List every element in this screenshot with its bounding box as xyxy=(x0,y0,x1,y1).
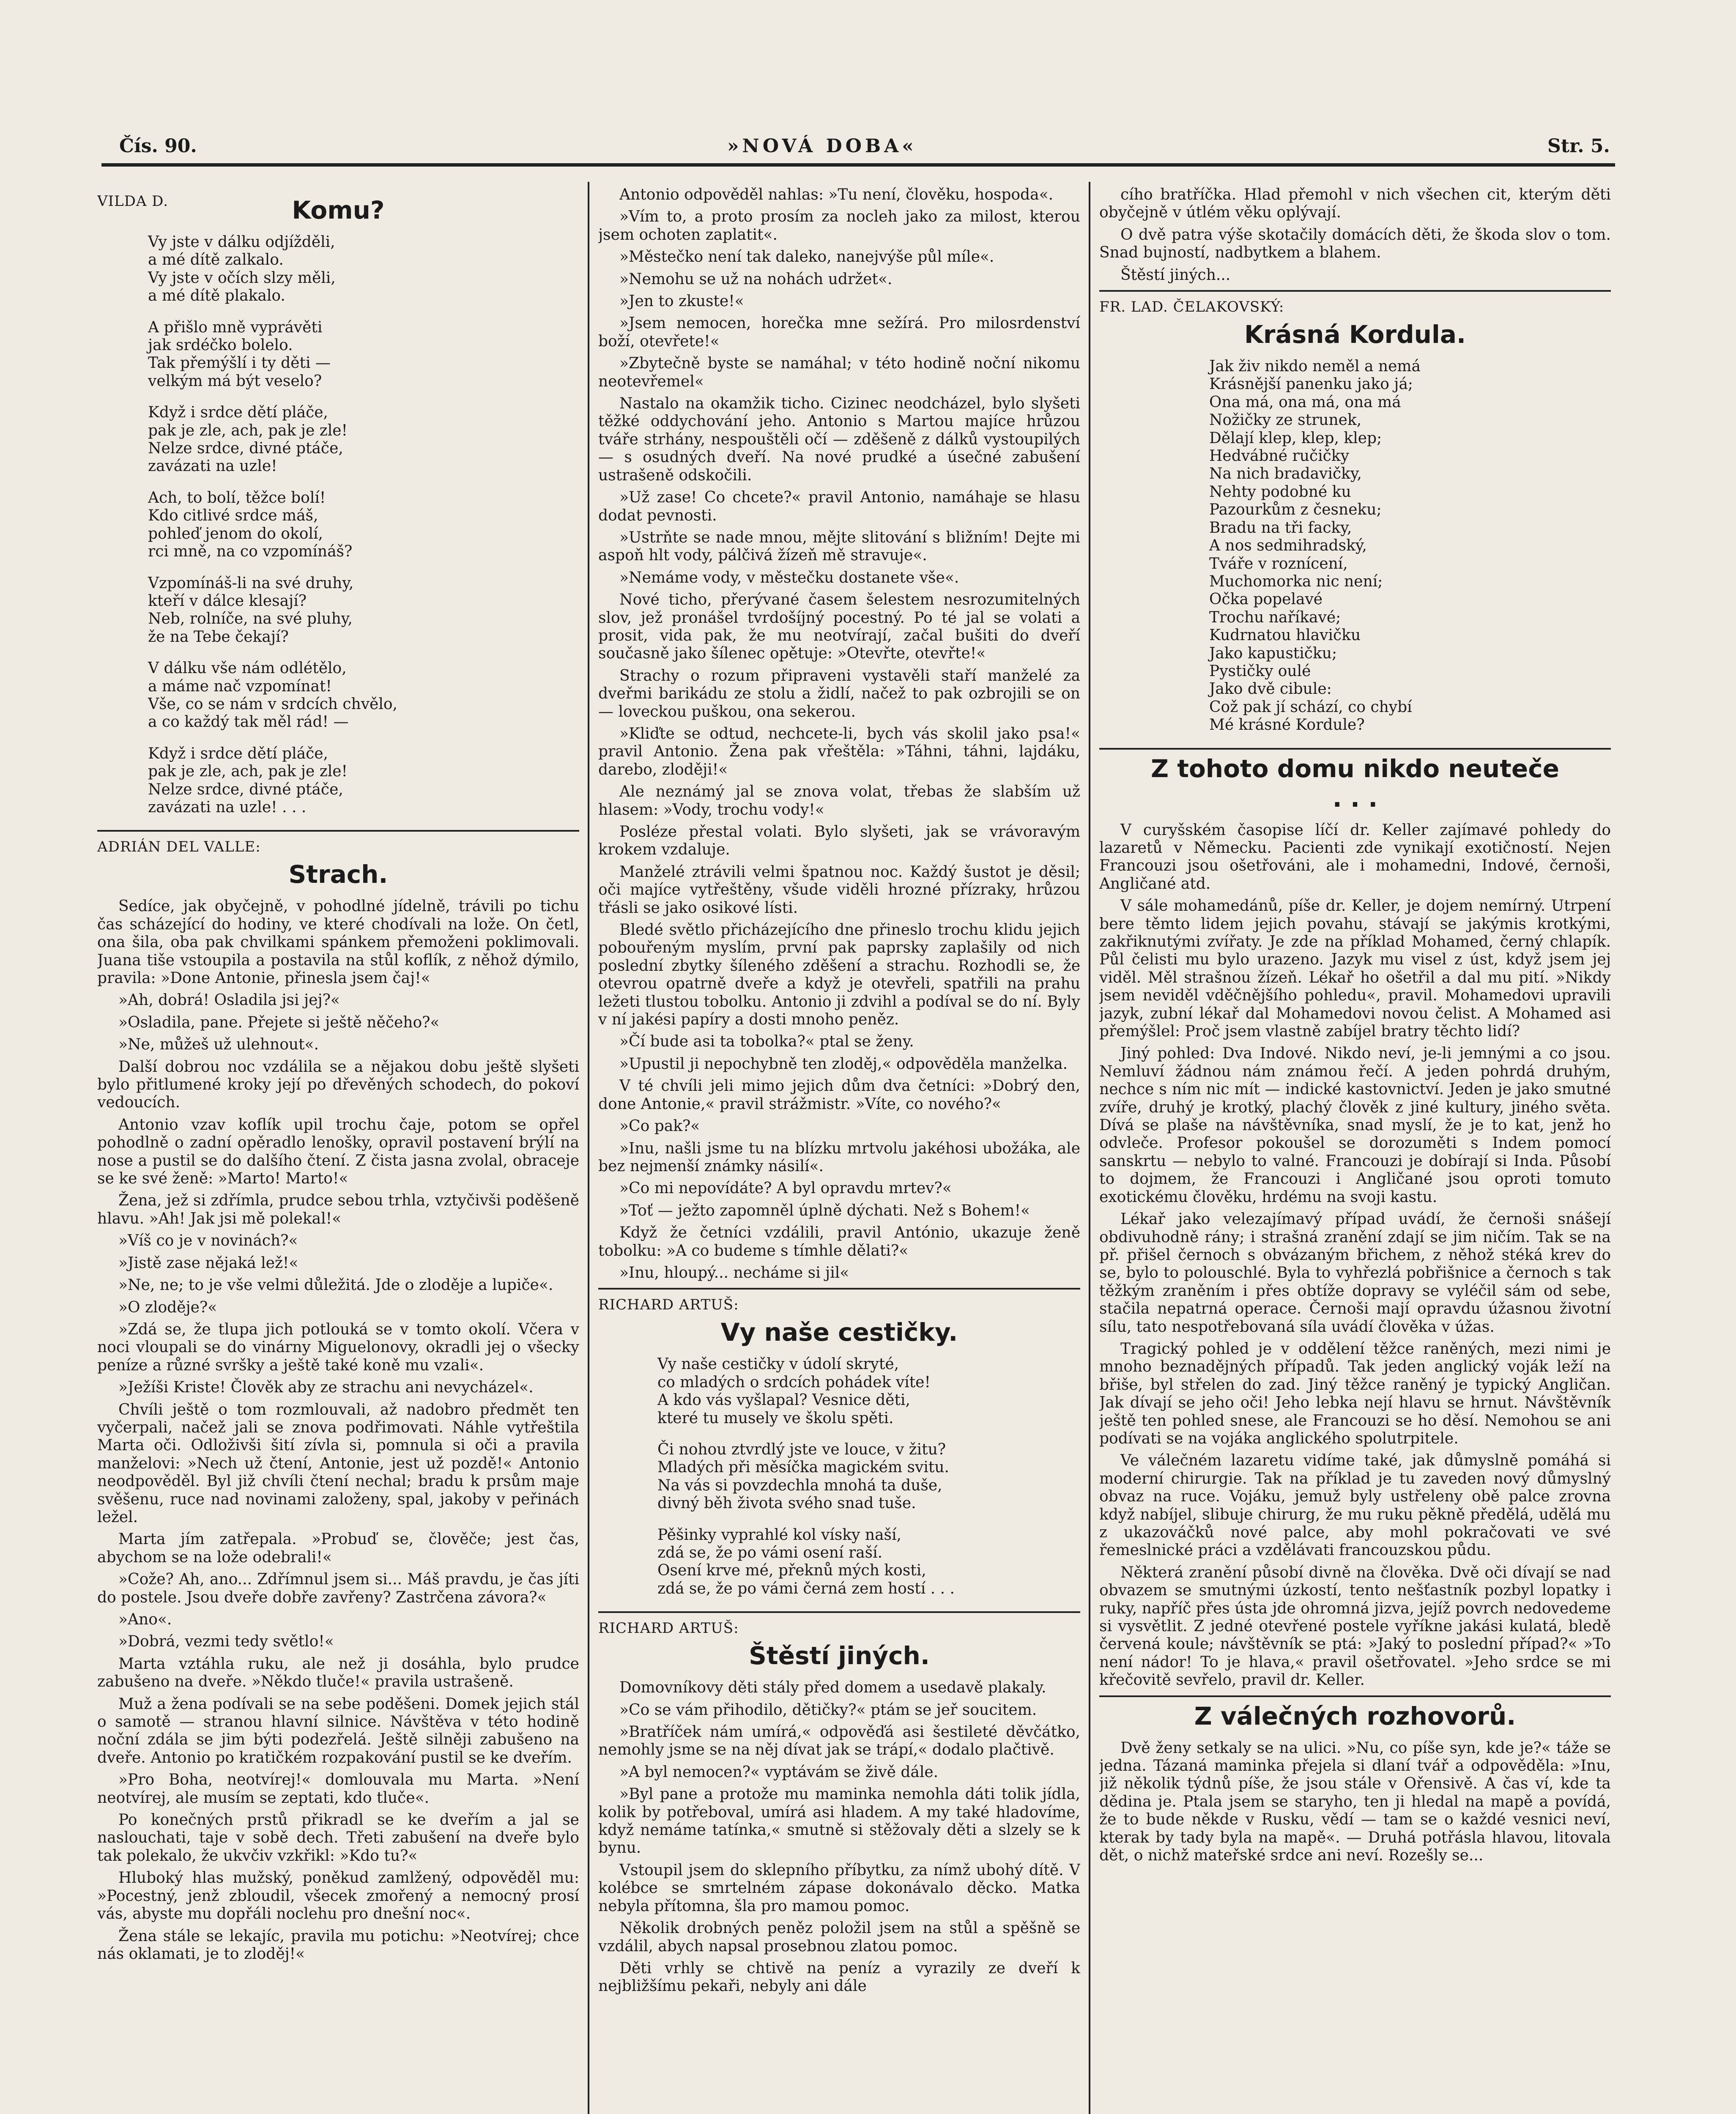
column-2 xyxy=(598,186,1080,2114)
poem-body xyxy=(97,233,579,816)
poem-line: pak je zle, ach, pak je zle! xyxy=(148,422,348,439)
paragraph: Nastalo na okamžik ticho. Cizinec neodcházel, bylo slyšeti těžké oddychování jeho. Antonio s Martou majíce hrůzou tváře strhány, nespouštěli očí — zděšeně z dálků vystoupilých — s osudných dveří. Na nové prudké a úsečné zabušení ustrašeně odskočili. xyxy=(598,395,1080,484)
poem-line: Vy jste v dálku odjížděli, xyxy=(148,233,335,251)
poem-line: Vše, co se nám v srdcích chvělo, xyxy=(148,695,397,713)
divider xyxy=(598,1288,1080,1290)
poem-line: divný běh života svého snad tuše. xyxy=(657,1495,916,1512)
poem-line: Muchomorka nic není; xyxy=(1209,572,1383,590)
poem-line: Což pak jí schází, co chybí xyxy=(1209,698,1412,716)
column-1 xyxy=(97,186,579,2114)
poem-title: Komu? xyxy=(292,196,385,225)
poem-line: Jako dvě cibule: xyxy=(1209,680,1332,698)
issue-number: Čís. 90. xyxy=(119,135,197,157)
poem-stanza xyxy=(148,575,579,646)
paragraph: Manželé ztrávili velmi špatnou noc. Každý šustot je děsil; oči majíce vytřeštěny, všude viděli hrozné přízraky, hrůzou třásli se jako osikové lísti. xyxy=(598,863,1080,917)
column-divider-2 xyxy=(1089,182,1090,2114)
poem-line: které tu musely ve školu spěti. xyxy=(657,1409,894,1427)
paragraph: V curyšském časopise líčí dr. Keller zajímavé pohledy do lazaretů v Německu. Pacienti zde vynikají exotičností. Nejen Francouzi jsou ošetřováni, ale i mohamedni, Indové, černoši, Angličané atd. xyxy=(1099,821,1611,893)
poem-stanza xyxy=(1209,358,1611,734)
poem-line: zdá se, že po vámi černá zem hostí . . . xyxy=(657,1580,955,1597)
poem-stanza xyxy=(148,489,579,561)
poem-line: kteří v dálce klesají? xyxy=(148,592,307,610)
poem-line: že na Tebe čekají? xyxy=(148,628,289,646)
story-author: RICHARD ARTUŠ: xyxy=(598,1620,739,1637)
paragraph: Antonio odpověděl nahlas: »Tu není, člověku, hospoda«. xyxy=(619,186,1054,203)
story-title: Strach. xyxy=(288,860,388,889)
paragraph: Ve válečném lazaretu vidíme také, jak důmyslně pomáhá si moderní chirurgie. Tak na příklad je tu zaveden nový důmyslný obvaz na ruce. Vojáku, jemuž byly ustřeleny obě palce zrovna když nabíjel, slibuje chirurg, že mu ruku pěkně předělá, udělá mu z ukazováčků nové palce, aby mohl pokračovati ve své řemeslnické práci a vzdělávati francouzskou půdu. xyxy=(1099,1452,1611,1559)
paragraph: »Byl pane a protože mu maminka nemohla dáti tolik jídla, kolik by potřeboval, umírá asi hladem. A my také hladovíme, když nemáme tatínka,« smutně si stěžovaly děti a slzely se k bynu. xyxy=(598,1785,1080,1857)
divider xyxy=(598,1611,1080,1613)
paragraph: Když že četníci vzdálili, pravil António, ukazuje ženě tobolku: »A co budeme s tímhle dělati?« xyxy=(598,1224,1080,1260)
poem-line: a mé dítě plakalo. xyxy=(148,287,285,305)
header-rule xyxy=(101,163,1615,167)
poem-line: Jak živ nikdo neměl a nemá xyxy=(1209,358,1421,375)
paragraph: Strachy o rozum připraveni vystavěli staří manželé za dveřmi barikádu ze stolu a židlí, načež to pak ozbrojili se on — loveckou puškou, ona sekerou. xyxy=(598,667,1080,720)
paragraph: Marta vztáhla ruku, ale než ji dosáhla, bylo prudce zabušeno na dveře. »Někdo tluče!« pravila ustrašeně. xyxy=(97,1655,579,1691)
poem-line: zavázati na uzle! xyxy=(148,457,277,475)
poem-stanza xyxy=(148,233,579,305)
paragraph: Antonio vzav koflík upil trochu čaje, potom se opřel pohodlně o zadní opěradlo lenošky, opravil postavení brýlí na nose a pustil se do dalšího čtení. Z čista jasna zvolal, obraceje se ke své ženě: »Marto! Marto!« xyxy=(97,1116,579,1188)
poem-line: Pystičky oulé xyxy=(1209,662,1311,680)
poem-line: Mladých při měsíčka magickém svitu. xyxy=(657,1459,949,1476)
divider xyxy=(1099,1695,1611,1697)
paragraph: Žena, jež si zdřímla, prudce sebou trhla, vztyčivši poděšeně hlavu. »Ah! Jak jsi mě polekal!« xyxy=(97,1192,579,1227)
story-continuation xyxy=(1099,186,1611,284)
story-body xyxy=(598,1679,1080,1996)
poem-line: Neb, rolníče, na své pluhy, xyxy=(148,610,353,628)
poem-line: Bradu na tři facky, xyxy=(1209,519,1352,537)
paragraph: »Nemohu se už na nohách udržet«. xyxy=(619,270,893,288)
paragraph: Jiný pohled: Dva Indové. Nikdo neví, je-li jemnými a co jsou. Nemluví žádnou nám známou řečí. A jeden pohrdá druhým, nechce s ním nic mít — indické kastovnictví. Jeden je jako smutné zvíře, druhý je krotký, plachý člověk z jiné kultury, jiného světa. Dívá se plaše na návštěvníka, snad myslí, že je to kat, jenž ho odvleče. Profesor pokoušel se dorozuměti s Indem pomocí sanskrtu — nebylo to valné. Francouzi je dobírají si Inda. Působí to dojmem, že Francouzi i Angličané jsou oproti tomuto exotickému člověku, hrdému na svoji kastu. xyxy=(1099,1045,1611,1206)
poem-line: Trochu naříkavé; xyxy=(1209,608,1341,626)
poem-body xyxy=(1099,358,1611,734)
poem-line: Kdo citlivé srdce máš, xyxy=(148,507,318,525)
poem-line: Krásnější panenku jako já; xyxy=(1209,375,1413,393)
paragraph: »Pro Boha, neotvírej!« domlouvala mu Marta. »Není neotvírej, ale musím se zeptati, kdo tluče«. xyxy=(97,1771,579,1807)
paragraph: Vstoupil jsem do sklepního příbytku, za nímž ubohý dítě. V kolébce se smrtelném zápase dokonávalo děcko. Matka nebyla přítomna, šla pro mamou pomoc. xyxy=(598,1861,1080,1915)
poem-line: A kdo vás vyšlapal? Vesnice děti, xyxy=(657,1391,910,1409)
paragraph: Posléze přestal volati. Bylo slyšeti, jak se vrávoravým krokem vzdaluje. xyxy=(598,823,1080,859)
paragraph: Sedíce, jak obyčejně, v pohodlné jídelně, trávili po tichu čas scházející do hodiny, ve které chodívali na lože. On četl, ona šila, oba pak chvilkami spánkem přemoženi poklimovali. Juana tiše vstoupila a postavila na stůl koflík, z něhož dýmilo, pravila: »Done Antonie, přinesla jsem čaj!« xyxy=(97,898,579,987)
poem-line: Jako kapustičku; xyxy=(1209,644,1337,662)
article-title: Z válečných rozhovorů. xyxy=(1194,1701,1516,1731)
paragraph: Některá zranění působí divně na člověka. Dvě oči dívají se nad obvazem se smutnými úzkostí, tento nešťastník pozbyl lopatky i ruky, napříč přes ústa jde ohromná jizva, jejíž povrch nedovedeme si vysvětlit. Z jedné otevřené postele vyříkne jakási kulatá, bledě červená koule; návštěvník se ptá: »Jaký to poslední případ?« »To není nádor! To je hlava,« pravil ošetřovatel. »Jeho srdce se mi křečovitě sevřelo, pravil dr. Keller. xyxy=(1099,1564,1611,1689)
poem-line: Hedvábné ručičky xyxy=(1209,447,1349,465)
poem-line: a máme nač vzpomínat! xyxy=(148,677,332,695)
paragraph: cího bratříčka. Hlad přemohl v nich všechen cit, kterým děti obyčejně v útlém věku oplývají. xyxy=(1099,186,1611,222)
paragraph: Marta jím zatřepala. »Probuď se, člověče; jest čas, abychom se na lože odebrali!« xyxy=(97,1531,579,1566)
poem-line: V dálku vše nám odlétělo, xyxy=(148,660,347,677)
poem-line: jak srdéčko bolelo. xyxy=(148,337,293,354)
poem-line: Mé krásné Kordule? xyxy=(1209,716,1365,734)
poem-line: Či nohou ztvrdlý jste ve louce, v žitu? xyxy=(657,1440,946,1458)
article-body xyxy=(1099,822,1611,1690)
paragraph: »Inu, hloupý... necháme si jil« xyxy=(619,1264,849,1282)
poem-line: Očka popelavé xyxy=(1209,591,1323,608)
paragraph: »Co pak?« xyxy=(619,1117,700,1135)
poem-stanza xyxy=(657,1355,1080,1427)
poem-line: Ona má, ona má, ona má xyxy=(1209,393,1401,411)
paragraph: Po konečných prstů přikradl se ke dveřím a jal se naslouchati, taje v sobě dech. Třeti zabušení na dveře bylo tak polekalo, že ukvčiv vzkřikl: »Kdo tu?« xyxy=(97,1811,579,1865)
poem-body xyxy=(598,1355,1080,1598)
paragraph: Štěstí jiných... xyxy=(1120,266,1231,284)
poem-line: Pazourkům z česneku; xyxy=(1209,501,1382,519)
paragraph: »Ustrňte se nade mnou, mějte slitování s bližním! Dejte mi aspoň hlt vody, pálčivá žízeň mě stravuje«. xyxy=(598,528,1080,564)
poem-line: co mladých o srdcích pohádek víte! xyxy=(657,1373,931,1391)
paragraph: Tragický pohled je v oddělení těžce raněných, mezi nimi je mnoho beznadějných případů. Tak jeden anglický voják leží na břiše, byl střelen do zad. Jiný těžce raněný je typický Angličan. Jak dívají se jeho oči! Jeho lebka nejí hlavu se hrnut. Návštěvník ještě ten pohled snese, ale Francouzi se ho děsí. Nemohou se ani podívati se na vojáka anglického spolutrpitele. xyxy=(1099,1340,1611,1447)
poem-line: Vy jste v očích slzy měli, xyxy=(148,269,336,287)
poem-stanza xyxy=(148,319,579,391)
paragraph: Žena stále se lekajíc, pravila mu potichu: »Neotvírej; chce nás oklamati, je to zloděj!« xyxy=(97,1927,579,1963)
poem-line: velkým má být veselo? xyxy=(148,372,322,390)
article-title: Z tohoto domu nikdo neuteče . . . xyxy=(1150,754,1559,813)
paragraph: O dvě patra výše skotačily domácích děti, že škoda slov o tom. Snad bujností, nadbytkem a blahem. xyxy=(1099,226,1611,262)
paragraph: »Upustil ji nepochybně ten zloděj,« odpověděla manželka. xyxy=(619,1055,1068,1073)
paragraph: »Víš co je v novinách?« xyxy=(118,1232,298,1250)
paragraph: »Ne, ne; to je vše velmi důležitá. Jde o zloděje a lupiče«. xyxy=(118,1276,553,1294)
paragraph: Ale neznámý jal se znova volat, třebas že slabším už hlasem: »Vody, trochu vody!« xyxy=(598,783,1080,819)
paragraph: Lékař jako velezajímavý případ uvádí, že černoši snášejí obdivuhodně rány; i strašná zranění zdají se jim ničím. Tak se na př. přišel černoch s obvázaným břichem, z něhož stéká krev do se, bylo to polouschlé. Byla to vyhřezlá pobřišnice a černoch s tak těžkým zraněním i přes obtíže dopravy se vyléčil sám od sebe, stačila nepatrná operace. Černoši mají opravdu úžasnou životní sílu, tato nespotřebovaná síla uvádí člověka v úžas. xyxy=(1099,1210,1611,1336)
poem-line: Kudrnatou hlavičku xyxy=(1209,627,1361,644)
poem-line: Když i srdce dětí pláče, xyxy=(148,404,328,422)
story-title: Štěstí jiných. xyxy=(749,1641,930,1670)
poem-line: Osení krve mé, překnů mých kosti, xyxy=(657,1562,926,1580)
poem-stanza xyxy=(657,1441,1080,1513)
divider xyxy=(97,830,579,832)
paragraph: V té chvíli jeli mimo jejich dům dva četníci: »Dobrý den, done Antonie,« pravil strážmistr. »Víte, co nového?« xyxy=(598,1077,1080,1113)
poem-stanza xyxy=(657,1526,1080,1598)
masthead-title: »NOVÁ DOBA« xyxy=(727,135,917,157)
poem-author: VILDA D. xyxy=(97,193,169,210)
paragraph: »A byl nemocen?« vyptávám se živě dále. xyxy=(619,1763,939,1781)
story-body xyxy=(97,898,579,1963)
story-continuation xyxy=(598,186,1080,1282)
paragraph: »Bratříček nám umírá,« odpověďá asi šestileté děvčátko, nemohly jsme se na něj dívat jak se trápí,« dodalo plačtivě. xyxy=(598,1723,1080,1759)
paragraph: »Zbytečně byste se namáhal; v této hodině noční nikomu neotevřemel« xyxy=(598,355,1080,390)
poem-line: Dělají klep, klep, klep; xyxy=(1209,429,1382,447)
paragraph: »Dobrá, vezmi tedy světlo!« xyxy=(118,1633,334,1651)
poem-line: Vzpomínáš-li na své druhy, xyxy=(148,574,354,592)
poem-line: a co každý tak měl rád! — xyxy=(148,713,349,731)
poem-line: rci mně, na co vzpomínáš? xyxy=(148,543,353,561)
poem-line: A nos sedmihradský, xyxy=(1209,537,1367,555)
poem-stanza xyxy=(148,660,579,731)
poem-line: Tváře v roznícení, xyxy=(1209,555,1348,572)
paragraph: »Vím to, a proto prosím za nocleh jako za milost, kterou jsem ochoten zaplatit«. xyxy=(598,208,1080,244)
column-divider-1 xyxy=(588,182,589,2114)
poem-stanza xyxy=(148,404,579,476)
poem-line: Když i srdce dětí pláče, xyxy=(148,745,328,762)
article-body: Dvě ženy setkaly se na ulici. »Nu, co píše syn, kde je?« táže se jedna. Tázaná maminka přejela si dlaní tvář a odpověděla: »Inu, již několik týdnů píše, že jsou stále v Ořensivě. A čas ví, kde ta dědina je. Ptala jsem se staryho, ten ji hledal na mapě a povídá, že to bude někde v Rusku, vědí — tam se o každé vesnici neví, kterak by tady byla na mapě«. — Druhá potřásla hlavou, litovala dět, o nichž mateřské srdce ani neví. Rozešly se... xyxy=(1099,1739,1611,1865)
paragraph: Hluboký hlas mužský, poněkud zamlžený, odpověděl mu: »Pocestný, jenž zbloudil, všecek zmořený a nemocný prosí vás, abyste mu dopřáli noclehu pro dnešní noc«. xyxy=(97,1869,579,1923)
paragraph: »Toť — ježto zapomněl úplně dýchati. Než s Bohem!« xyxy=(619,1202,1030,1219)
paragraph: V sále mohamedánů, píše dr. Keller, je dojem nemírný. Utrpení bere těmto lidem jejich povahu, stávají se jakýmis krotkými, zakřiknutými zvířaty. Je zde na příklad Mohamed, černý chlapík. Půl čelisti mu bylo urazeno. Jazyk mu visel z úst, když jsem jej viděl. Měl strašnou žízeň. Lékař ho ošetřil a dal mu pití. »Nikdy jsem neviděl vděčnějšího pohledu«, pravil. Mohamedovi upravili jazyk, zubní lékař dal Mohamedovi novou čelist. A Mohamed asi přemýšlel: Proč jsem vlastně zabíjel bratry těchto lidí? xyxy=(1099,897,1611,1041)
poem-line: pak je zle, ach, pak je zle! xyxy=(148,763,348,780)
divider xyxy=(1099,290,1611,292)
poem-line: Ach, to bolí, těžce bolí! xyxy=(148,489,326,507)
poem-line: Na nich bradavičky, xyxy=(1209,465,1362,483)
paragraph: »Ano«. xyxy=(118,1611,172,1628)
page-number: Str. 5. xyxy=(1547,135,1610,157)
paragraph: »Ah, dobrá! Osladila jsi jej?« xyxy=(118,991,340,1009)
paragraph: Další dobrou noc vzdálila se a nějakou dobu ještě slyšeti bylo přitlumené kroky její po dřevěných schodech, do pokoví vedoucích. xyxy=(97,1058,579,1112)
paragraph: »Jsem nemocen, horečka mne sežírá. Pro milosrdenství boží, otevřete!« xyxy=(598,315,1080,350)
poem-title: Krásná Kordula. xyxy=(1244,320,1466,349)
paragraph: »Osladila, pane. Přejete si ještě něčeho?« xyxy=(118,1013,440,1031)
paragraph: Několik drobných peněz položil jsem na stůl a spěšně se vzdálil, abych napsal prosebnou zlatou pomoc. xyxy=(598,1920,1080,1955)
poem-line: Nehty podobné ku xyxy=(1209,483,1351,501)
paragraph: »Jistě zase nějaká lež!« xyxy=(118,1254,298,1272)
paragraph: »Jen to zkuste!« xyxy=(619,293,744,310)
paragraph: »Už zase! Co chcete?« pravil Antonio, namáhaje se hlasu dodat pevnosti. xyxy=(598,489,1080,524)
poem-line: A přišlo mně vyprávěti xyxy=(148,318,323,336)
paragraph: »Městečko není tak daleko, nanejvýše půl míle«. xyxy=(619,248,994,266)
poem-line: Nožičky ze strunek, xyxy=(1209,411,1362,429)
poem-line: Vy naše cestičky v údolí skryté, xyxy=(657,1355,899,1373)
paragraph: Domovníkovy děti stály před domem a usedavě plakaly. xyxy=(619,1679,1046,1697)
story-author: ADRIÁN DEL VALLE: xyxy=(97,838,261,856)
poem-title: Vy naše cestičky. xyxy=(720,1318,958,1347)
poem-line: Pěšinky vyprahlé kol vísky naší, xyxy=(657,1526,901,1544)
paragraph: Děti vrhly se chtivě na peníz a vyrazily ze dveří k nejbližšímu pekaři, nebyly ani dále xyxy=(598,1959,1080,1995)
poem-line: a mé dítě zalkalo. xyxy=(148,251,284,269)
poem-author: FR. LAD. ČELAKOVSKÝ: xyxy=(1099,298,1284,316)
paragraph: »Ne, můžeš už ulehnout«. xyxy=(118,1036,319,1054)
poem-author: RICHARD ARTUŠ: xyxy=(598,1296,739,1314)
paragraph: »Inu, našli jsme tu na blízku mrtvolu jakéhosi ubožáka, ale bez nejmenší známky násilí«. xyxy=(598,1139,1080,1175)
paragraph: »O zloděje?« xyxy=(118,1298,217,1316)
paragraph: Chvíli ještě o tom rozmlouvali, až nadobro předmět ten vyčerpali, načež jali se znova podřimovati. Náhle vytřeštila Marta oči. Odloživši šití zívla si, pomnula si oči a pravila manželovi: »Nech už čtení, Antonie, jest už pozdě!« Antonio neodpověděl. Byl již chvíli čtení nechal; bradu k prsům maje svěšenu, ruce nad novinami založeny, spal, jakoby v peřinách ležel. xyxy=(97,1401,579,1526)
paragraph: Bledé světlo přicházejícího dne přineslo trochu klidu jejich pobouřeným myslím, první pak paprsky zaplašily od nich poslední zbytky šíleného zděšení a strachu. Rozhodli se, že otevrou opatrně dveře a když je otevřeli, spatřili na prahu ležeti tlustou tobolku. Antonio ji zdvihl a podíval se do ní. Byly v ní jakési papíry a dosti mnoho peněz. xyxy=(598,921,1080,1029)
paragraph: »Co se vám přihodilo, dětičky?« ptám se jeř soucitem. xyxy=(619,1701,1037,1719)
paragraph: »Čí bude asi ta tobolka?« ptal se ženy. xyxy=(619,1033,914,1051)
paragraph: »Cože? Ah, ano... Zdřímnul jsem si... Máš pravdu, je čas jíti do postele. Jsou dveře dobře zavřeny? Zastrčena závora?« xyxy=(97,1571,579,1606)
poem-line: zavázati na uzle! . . . xyxy=(148,798,307,816)
paragraph: »Ježíši Kriste! Člověk aby ze strachu ani nevycházel«. xyxy=(118,1379,534,1397)
paragraph: Nové ticho, přerývané časem šelestem nesrozumitelných slov, jež pronášel tvrdošíjný pocestný. Po té jal se volati a prosit, vida pak, že mu neotvírají, začal bušiti do dveří současně jako šílenec opětuje: »Otevřte, otevřte!« xyxy=(598,591,1080,663)
paragraph: »Kliďte se odtud, nechcete-li, bych vás skolil jako psa!« pravil Antonio. Žena pak vřeštěla: »Táhni, táhni, lajdáku, darebo, zloději!« xyxy=(598,725,1080,778)
poem-line: zdá se, že po vámi osení raší. xyxy=(657,1544,883,1561)
poem-line: pohleď jenom do okolí, xyxy=(148,525,323,542)
poem-line: Na vás si povzdechla mnohá ta duše, xyxy=(657,1476,942,1494)
column-3 xyxy=(1099,186,1611,2114)
poem-line: Nelze srdce, divné ptáče, xyxy=(148,440,343,457)
divider xyxy=(1099,748,1611,750)
paragraph: Muž a žena podívali se na sebe poděšeni. Domek jejich stál o samotě — stranou hlavní silnice. Návštěva v této hodině noční zdála se jim býti podezřelá. Ještě silněji zabušeno na dveře. Antonio po kratičkém rozpakování pustil se ke dveřím. xyxy=(97,1695,579,1766)
paragraph: »Nemáme vody, v městečku dostanete vše«. xyxy=(619,569,959,586)
poem-stanza xyxy=(148,745,579,817)
paragraph: »Co mi nepovídáte? A byl opravdu mrtev?« xyxy=(619,1180,952,1197)
paragraph: »Zdá se, že tlupa jich potlouká se v tomto okolí. Včera v noci vloupali se do vinárny Miguelonovy, okradli jej o všecky peníze a různé svršky a ještě také koně mu vzali«. xyxy=(97,1320,579,1374)
poem-line: Nelze srdce, divné ptáče, xyxy=(148,780,343,798)
poem-line: Tak přemýšlí i ty děti — xyxy=(148,354,331,372)
